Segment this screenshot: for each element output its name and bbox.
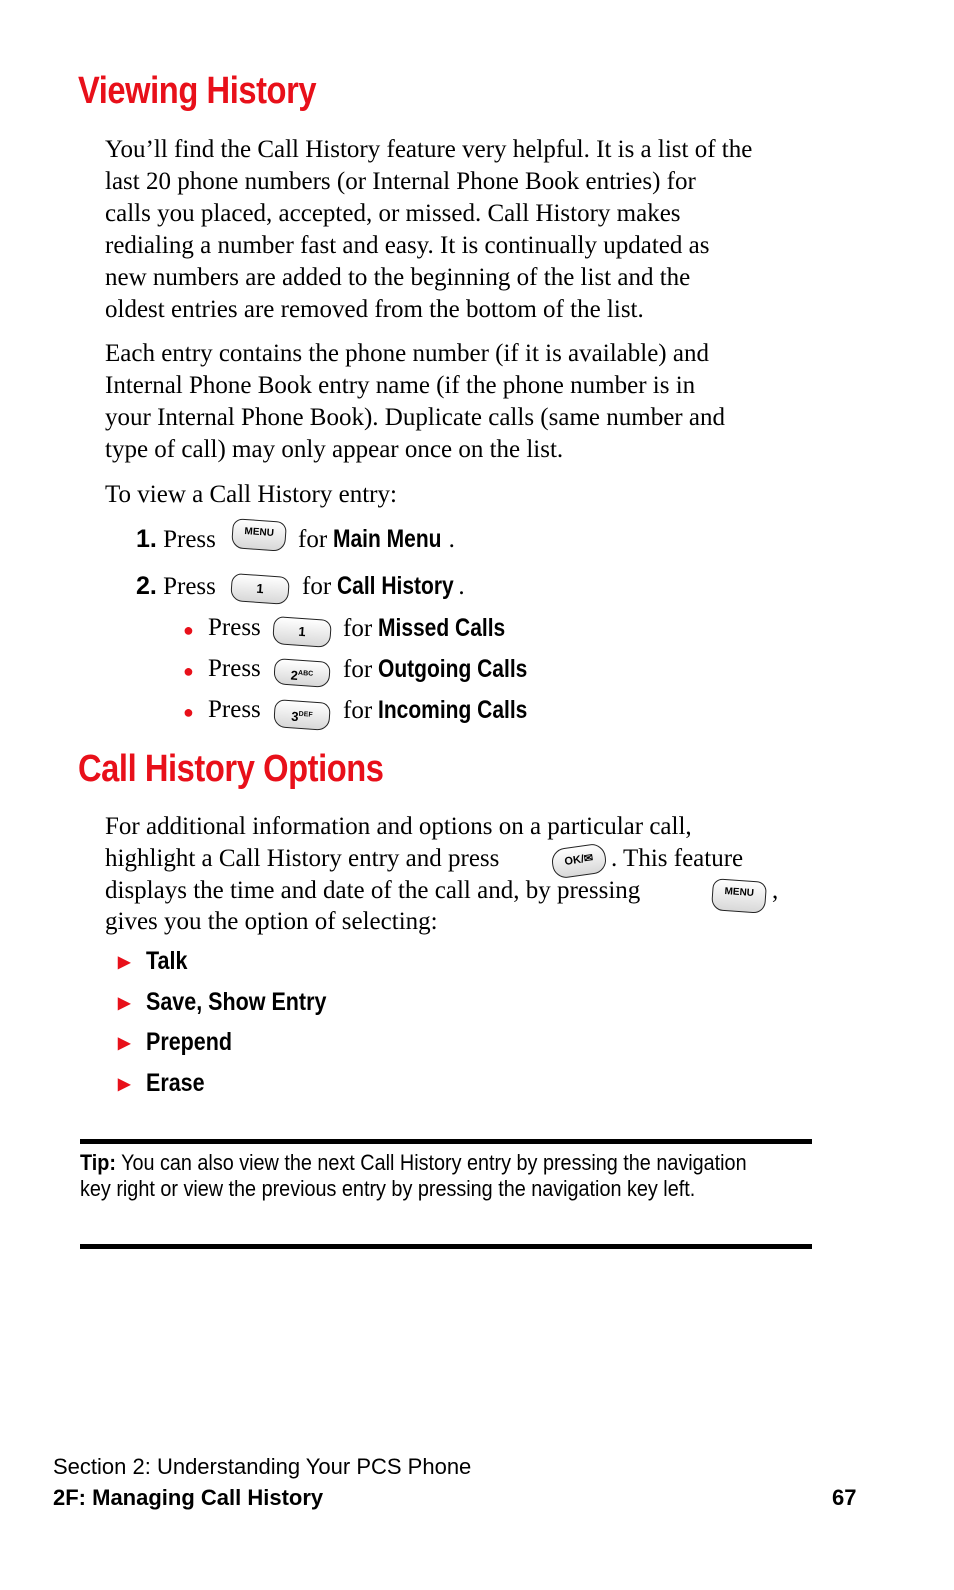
missed-calls-label: Missed Calls: [378, 614, 506, 642]
for-text: for: [343, 656, 373, 683]
call-history-label: Call History: [337, 572, 455, 600]
bullet-dot-icon: ●: [183, 702, 194, 722]
option-save-show-entry: [118, 988, 356, 1017]
step-2: [136, 571, 216, 602]
menu-key-icon: MENU: [711, 878, 767, 914]
options-line-3b: ,: [772, 877, 779, 904]
incoming-calls-label: Incoming Calls: [378, 696, 528, 724]
step-press-text: Press: [163, 526, 216, 553]
paragraph-line: new numbers are added to the beginning of the list and the: [105, 264, 691, 291]
press-text: Press: [208, 614, 261, 641]
paragraph-line: Each entry contains the phone number (if it is available) and: [105, 340, 709, 367]
tip-label: Tip:: [80, 1150, 116, 1175]
step-2-target: [302, 571, 465, 602]
paragraph-line: oldest entries are removed from the bottom of the list.: [105, 296, 644, 323]
footer-chapter: 2F: Managing Call History: [53, 1485, 324, 1510]
key-3-def-icon: [273, 699, 331, 731]
sub-step-incoming-target: [343, 695, 556, 726]
option-label: Save, Show Entry: [146, 988, 327, 1016]
arrow-right-icon: ▶: [118, 1076, 131, 1094]
step-number: 2.: [136, 572, 157, 600]
for-text: for: [343, 697, 373, 724]
options-line-1: For additional information and options on a particular call,: [105, 813, 692, 840]
tip-text: You can also view the next Call History entry by pressing the navigation key right or view the previous entry by pressing the navigation key left.: [80, 1150, 747, 1201]
options-line-2b: . This feature: [611, 845, 744, 872]
for-text: for: [343, 615, 373, 642]
main-menu-label: Main Menu: [333, 525, 442, 553]
tip-bottom-rule: [80, 1244, 812, 1249]
paragraph-line: calls you placed, accepted, or missed. Call History makes: [105, 200, 681, 227]
paragraph-line: You’ll find the Call History feature very helpful. It is a list of the: [105, 136, 753, 163]
key-1-icon: 1: [230, 573, 290, 605]
key-letters: ABC: [297, 669, 314, 678]
option-erase: [118, 1069, 214, 1098]
bullet-dot-icon: ●: [183, 661, 194, 681]
options-line-3a: displays the time and date of the call and, by pressing: [105, 877, 641, 904]
for-text: for: [298, 526, 328, 553]
key-digit: 2: [290, 667, 299, 684]
key-digit: 3: [290, 708, 300, 725]
step-1: [136, 524, 216, 555]
period: .: [458, 573, 465, 600]
arrow-right-icon: ▶: [118, 995, 131, 1013]
options-line-4: gives you the option of selecting:: [105, 908, 438, 935]
outgoing-calls-label: Outgoing Calls: [378, 655, 528, 683]
page-number: 67: [832, 1485, 857, 1510]
viewing-history-heading: Viewing History: [78, 70, 317, 112]
paragraph-line: redialing a number fast and easy. It is continually updated as: [105, 232, 710, 259]
sub-step-outgoing-target: [343, 654, 556, 685]
sub-step-missed: [208, 613, 261, 643]
option-prepend: [118, 1028, 246, 1057]
tip-top-rule: [80, 1139, 812, 1144]
paragraph-line: Internal Phone Book entry name (if the phone number is in: [105, 372, 696, 399]
sub-step-outgoing: [208, 654, 261, 684]
viewing-history-paragraph-1: [105, 134, 825, 326]
options-line-2a: highlight a Call History entry and press: [105, 845, 500, 872]
tip-box: [80, 1150, 764, 1202]
arrow-right-icon: ▶: [118, 954, 131, 972]
key-letters: DEF: [298, 710, 313, 719]
for-text: for: [302, 573, 332, 600]
call-history-options-heading: Call History Options: [78, 748, 384, 790]
key-2-abc-icon: [273, 658, 331, 688]
sub-step-incoming: [208, 695, 261, 725]
paragraph-line: your Internal Phone Book). Duplicate calls (same number and: [105, 404, 725, 431]
key-1-icon: 1: [272, 616, 332, 648]
option-label: Prepend: [146, 1028, 233, 1056]
step-number: 1.: [136, 525, 157, 553]
arrow-right-icon: ▶: [118, 1035, 131, 1053]
ok-key-icon: OK/✉: [550, 842, 608, 879]
option-label: Talk: [146, 947, 188, 975]
press-text: Press: [208, 696, 261, 723]
footer-section: Section 2: Understanding Your PCS Phone: [53, 1454, 472, 1479]
option-label: Erase: [146, 1069, 205, 1097]
paragraph-line: type of call) may only appear once on the list.: [105, 436, 564, 463]
viewing-history-paragraph-2: [105, 338, 825, 466]
paragraph-line: last 20 phone numbers (or Internal Phone Book entries) for: [105, 168, 696, 195]
step-press-text: Press: [163, 573, 216, 600]
option-talk: [118, 947, 194, 976]
step-1-target: [298, 524, 455, 555]
menu-key-icon: MENU: [231, 518, 287, 552]
instruction-intro: To view a Call History entry:: [105, 481, 397, 508]
bullet-dot-icon: ●: [183, 620, 194, 640]
sub-step-missed-target: [343, 613, 530, 644]
period: .: [448, 526, 455, 553]
press-text: Press: [208, 655, 261, 682]
